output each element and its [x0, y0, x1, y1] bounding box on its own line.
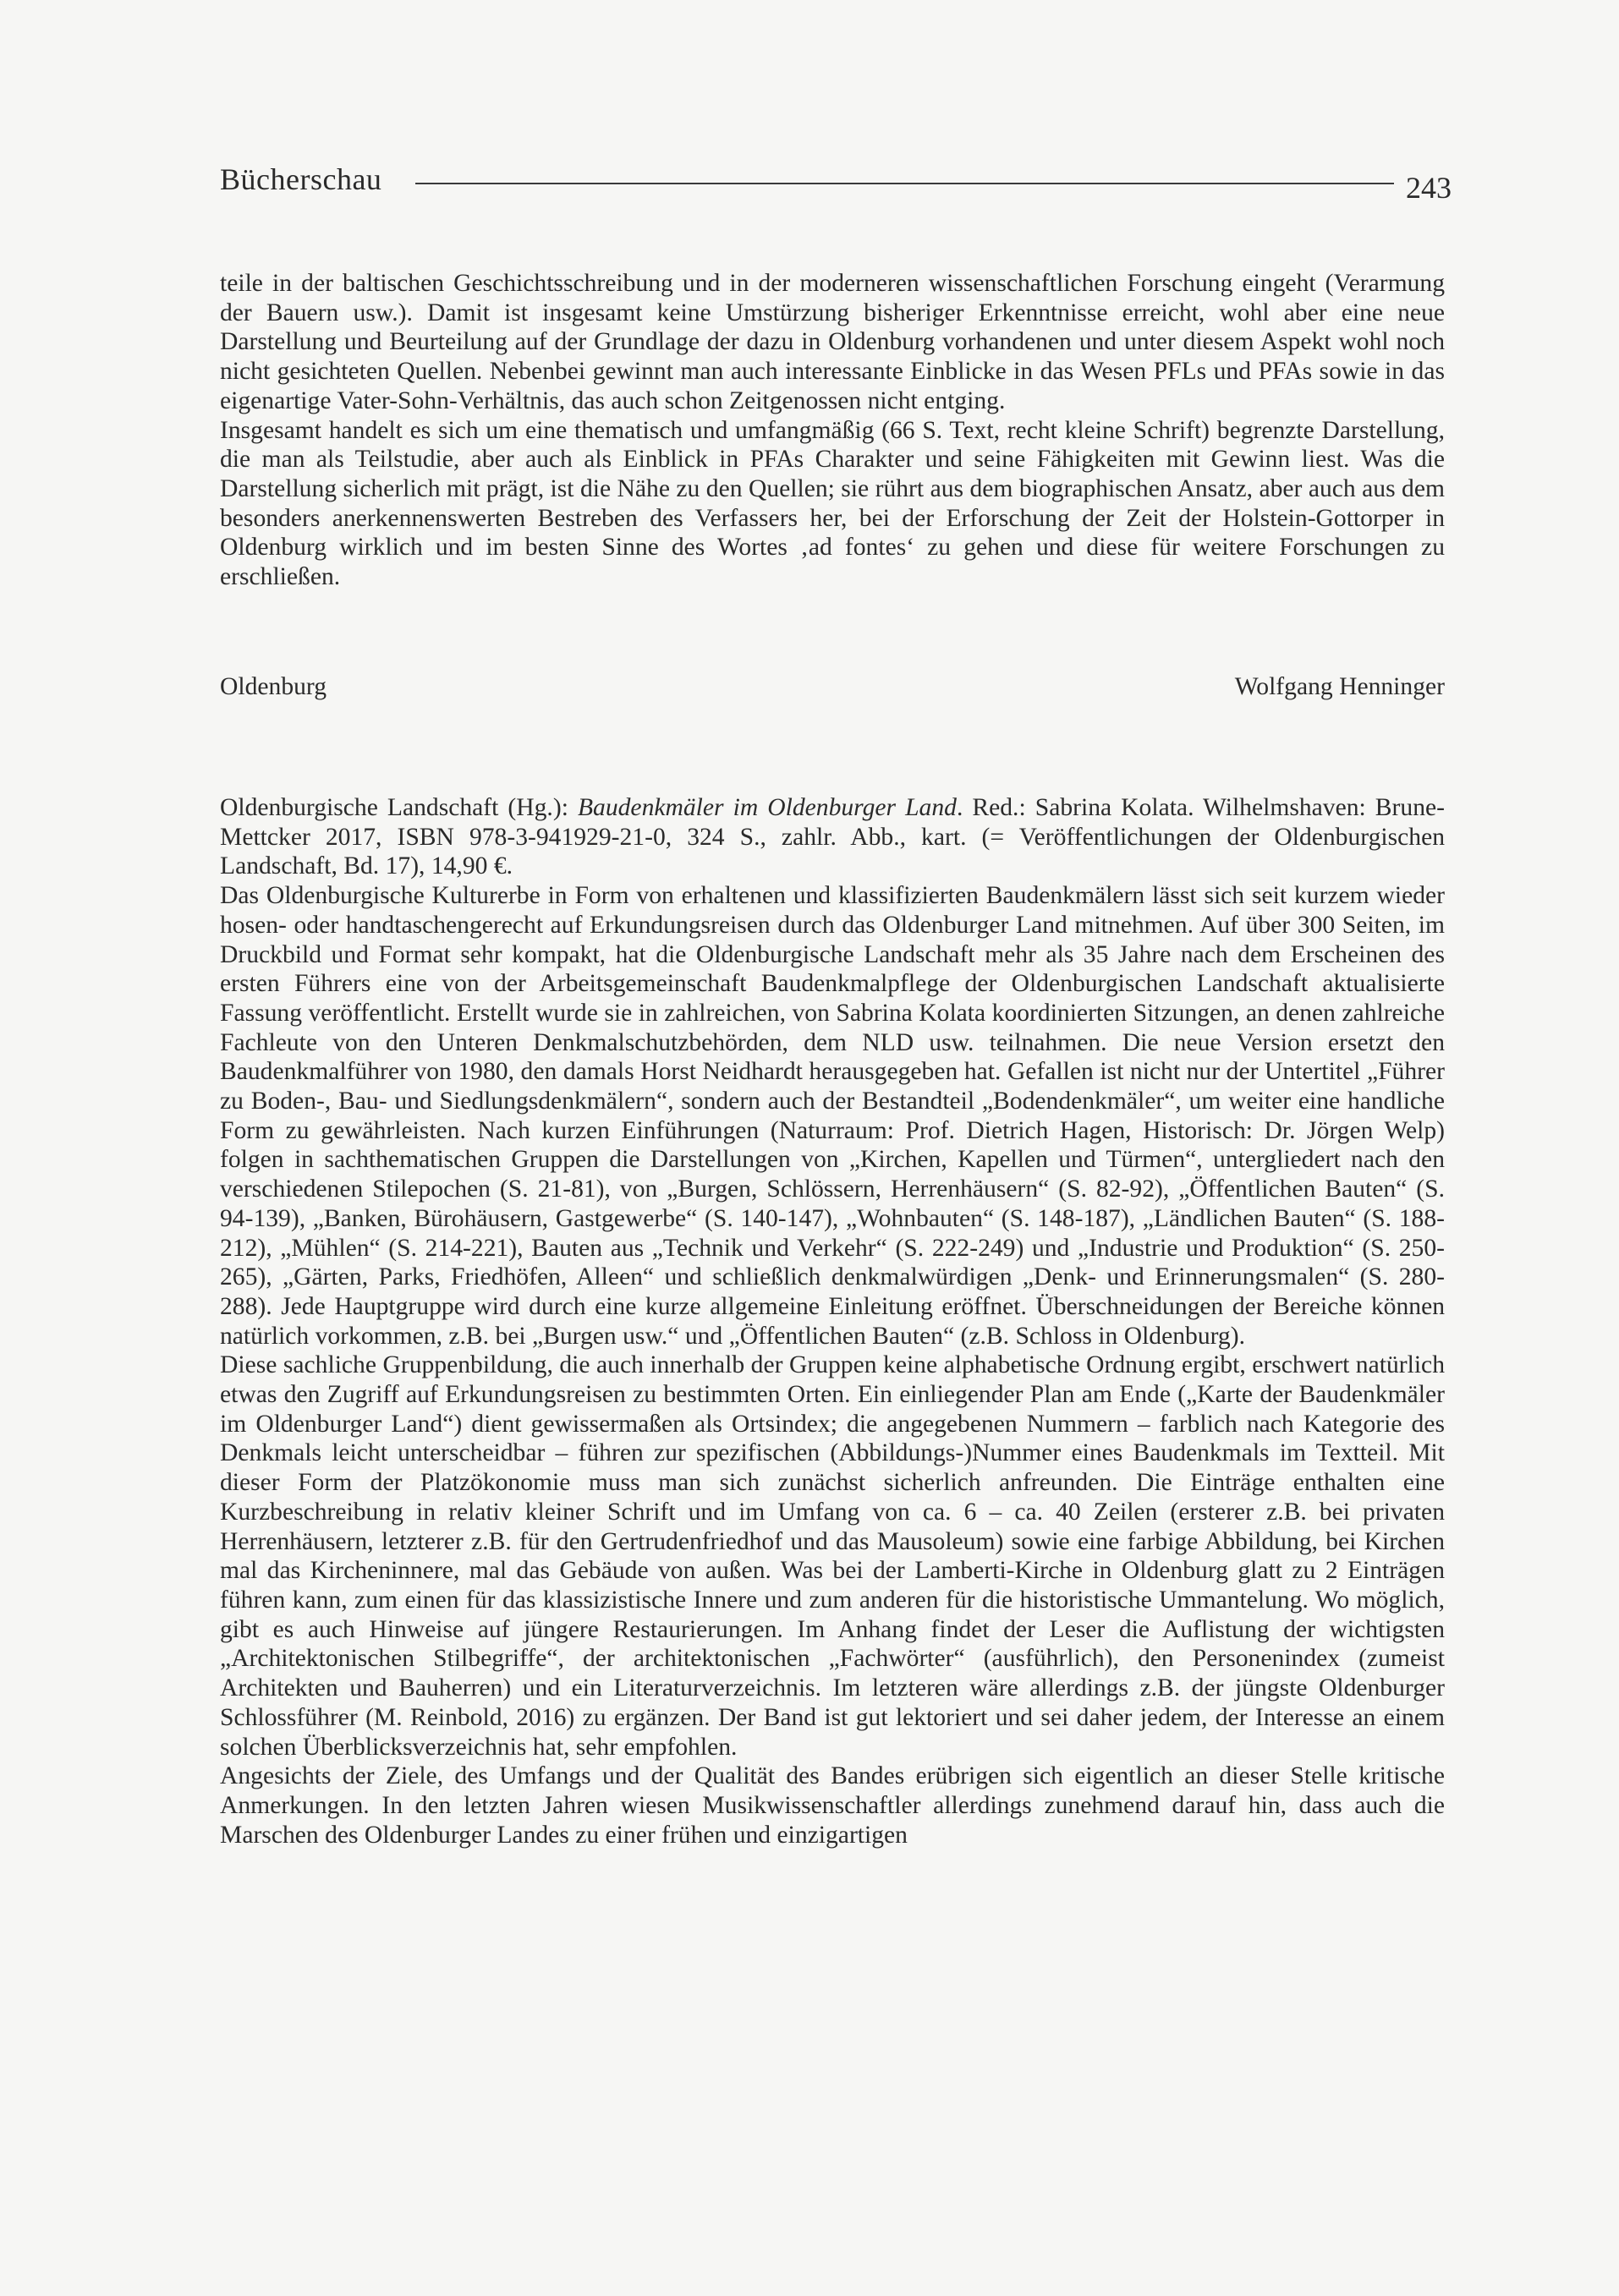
review-place: Oldenburg	[220, 673, 327, 700]
review-1-paragraph: teile in der baltischen Geschichtsschreibung und in der moderneren wissenschaftlichen Forschung eingeht (Verarmung der Bauern usw.). Damit ist insgesamt keine Umstürzung bisheriger Erkenntnisse erreicht, wohl aber eine neue Darstellung und Beurteilung auf der Grundlage der dazu in Oldenburg vorhandenen und unter diesem Aspekt wohl noch nicht gesichteten Quellen. Nebenbei gewinnt man auch interessante Einblicke in das Wesen PFLs und PFAs sowie in das eigenartige Vater-Sohn-Verhältnis, das auch schon Zeitgenossen nicht entging.	[220, 270, 1445, 414]
section-title: Bücherschau	[220, 162, 382, 196]
running-head	[220, 144, 1452, 205]
review-2-text	[220, 793, 1445, 1849]
review-2-paragraph: Diese sachliche Gruppenbildung, die auch innerhalb der Gruppen keine alphabetische Ordnung ergibt, erschwert natürlich etwas den Zugriff auf Erkundungsreisen zu bestimmten Orten. Ein einliegender Plan am Ende („Karte der Baudenkmäler im Oldenburger Land“) dient gewissermaßen als Ortsindex; die angegebenen Nummern – farblich nach Kategorie des Denkmals leicht unterscheidbar – führen zur spezifischen (Abbildungs-)Nummer eines Baudenkmals im Textteil. Mit dieser Form der Platzökonomie muss man sich zunächst sicherlich anfreunden. Die Einträge enthalten eine Kurzbeschreibung in relativ kleiner Schrift und im Umfang von ca. 6 – ca. 40 Zeilen (ersterer z.B. bei privaten Herrenhäusern, letzterer z.B. für den Gertrudenfriedhof und das Mausoleum) sowie eine farbige Abbildung, bei Kirchen mal das Kircheninnere, mal das Gebäude von außen. Was bei der Lamberti-Kirche in Oldenburg glatt zu 2 Einträgen führen kann, zum einen für das klassizistische Innere und zum anderen für die historistische Ummantelung. Wo möglich, gibt es auch Hinweise auf jüngere Restaurierungen. Im Anhang findet der Leser die Auflistung der wichtigsten „Architektonischen Stilbegriffe“, der architektonischen „Fachwörter“ (ausführlich), den Personenindex (zumeist Architekten und Bauherren) und ein Literaturverzeichnis. Im letzteren wäre allerdings z.B. der jüngste Oldenburger Schlossführer (M. Reinbold, 2016) zu ergänzen. Der Band ist gut lektoriert und sei daher jedem, der Interesse an einem solchen Überblicksverzeichnis hat, sehr empfohlen.	[220, 1351, 1445, 1761]
book-citation	[220, 793, 1445, 881]
page-number: 243	[1406, 171, 1452, 205]
review-1-signature	[220, 672, 1445, 701]
reviewer-name: Wolfgang Henninger	[1234, 673, 1445, 700]
header-rule	[415, 183, 1394, 184]
review-1-paragraph: Insgesamt handelt es sich um eine thematisch und umfangmäßig (66 S. Text, recht kleine Schrift) begrenzte Darstellung, die man als Teilstudie, aber auch als Einblick in PFAs Charakter und seine Fähigkeiten mit Gewinn liest. Was die Darstellung sicherlich mit prägt, ist die Nähe zu den Quellen; sie rührt aus dem biographischen Ansatz, aber auch aus dem besonders anerkennenswerten Bestreben des Verfassers her, bei der Erforschung der Zeit der Holstein-Gottorper in Oldenburg wirklich und im besten Sinne des Wortes ‚ad fontes‘ zu gehen und diese für weitere Forschungen zu erschließen.	[220, 416, 1445, 591]
citation-title: Baudenkmäler im Oldenburger Land	[577, 794, 957, 821]
review-1-text	[220, 269, 1445, 592]
citation-editor: Oldenburgische Landschaft (Hg.):	[220, 794, 578, 821]
review-2-paragraph: Das Oldenburgische Kulturerbe in Form von erhaltenen und klassifizierten Baudenkmälern lässt sich seit kurzem wieder hosen- oder handtaschengerecht auf Erkundungsreisen durch das Oldenburger Land mitnehmen. Auf über 300 Seiten, im Druckbild und Format sehr kompakt, hat die Oldenburgische Landschaft mehr als 35 Jahre nach dem Erscheinen des ersten Führers eine von der Arbeitsgemeinschaft Baudenkmalpflege der Oldenburgischen Landschaft aktualisierte Fassung veröffentlicht. Erstellt wurde sie in zahlreichen, von Sabrina Kolata koordinierten Sitzungen, an denen zahlreiche Fachleute von den Unteren Denkmalschutzbehörden, dem NLD usw. teilnahmen. Die neue Version ersetzt den Baudenkmalführer von 1980, den damals Horst Neidhardt herausgegeben hat. Gefallen ist nicht nur der Untertitel „Führer zu Boden-, Bau- und Siedlungsdenkmälern“, sondern auch der Bestandteil „Bodendenkmäler“, um weiter eine handliche Form zu gewährleisten. Nach kurzen Einführungen (Naturraum: Prof. Dietrich Hagen, Historisch: Dr. Jörgen Welp) folgen in sachthematischen Gruppen die Darstellungen von „Kirchen, Kapellen und Türmen“, untergliedert nach den verschiedenen Stilepochen (S. 21-81), von „Burgen, Schlössern, Herrenhäusern“ (S. 82-92), „Öffentlichen Bauten“ (S. 94-139), „Banken, Bürohäusern, Gastgewerbe“ (S. 140-147), „Wohnbauten“ (S. 148-187), „Ländlichen Bauten“ (S. 188-212), „Mühlen“ (S. 214-221), Bauten aus „Technik und Verkehr“ (S. 222-249) und „Industrie und Produktion“ (S. 250-265), „Gärten, Parks, Friedhöfen, Alleen“ und schließlich denkmalwürdigen „Denk- und Erinnerungsmalen“ (S. 280-288). Jede Hauptgruppe wird durch eine kurze allgemeine Einleitung eröffnet. Überschneidungen der Bereiche können natürlich vorkommen, z.B. bei „Burgen usw.“ und „Öffentlichen Bauten“ (z.B. Schloss in Oldenburg).	[220, 882, 1445, 1350]
citation-details: . Red.: Sabrina Kolata. Wilhelmshaven: Brune-Mettcker 2017, ISBN 978-3-941929-21-0, 324 S., zahlr. Abb., kart. (= Veröffentlichungen der Oldenburgischen Landschaft, Bd. 17), 14,90 €.	[220, 794, 1445, 880]
review-2-paragraph: Angesichts der Ziele, des Umfangs und der Qualität des Bandes erübrigen sich eigentlich an dieser Stelle kritische Anmerkungen. In den letzten Jahren wiesen Musikwissenschaftler allerdings zunehmend darauf hin, dass auch die Marschen des Oldenburger Landes zu einer frühen und einzigartigen	[220, 1762, 1445, 1849]
